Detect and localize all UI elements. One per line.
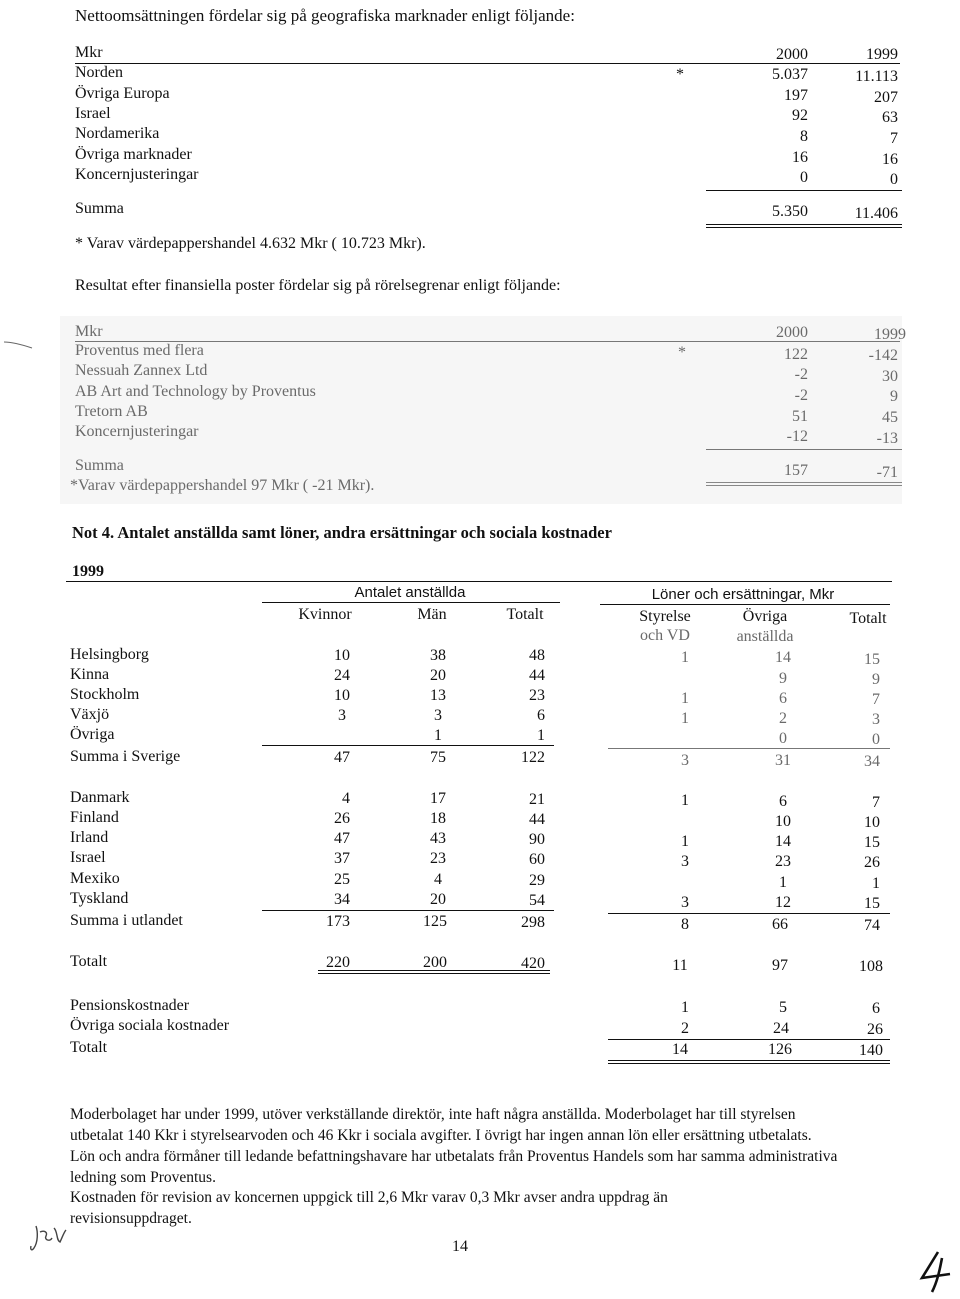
value-2000: -12 <box>786 428 808 445</box>
cell-ovriga: 1 <box>779 874 787 891</box>
cell-kvinnor: 26 <box>334 810 350 827</box>
cell-styrelse: 1 <box>681 710 689 727</box>
cell-totalt-2: 6 <box>872 1000 880 1017</box>
section2-sum-double-rule <box>706 482 902 486</box>
cell-totalt-2: 7 <box>872 794 880 811</box>
cell-ovriga: 6 <box>779 793 787 810</box>
cell-styrelse: 1 <box>681 792 689 809</box>
note4-year-rule <box>66 581 892 582</box>
group-rule-employees <box>262 602 560 603</box>
paragraph-1: Moderbolaget har under 1999, utöver verkställande direktör, inte haft några anställda. Moderbolaget har till styrelsen utbetalat 140 Kkr i styrelsearvoden och 46 Kkr i sociala avgifter. I övrigt har ingen annan lön eller ersättning utbetalats. Lön och andra förmåner till ledande befattningshavare har utbetalats från Proventus Handels som har samma administrativa ledning som Proventus. <box>70 1106 838 1186</box>
page-number: 14 <box>452 1238 468 1255</box>
section2-header-label: Mkr <box>75 323 103 340</box>
cell-kvinnor: 3 <box>338 707 346 724</box>
cell-totalt: 122 <box>521 749 545 766</box>
value-1999: -13 <box>876 430 898 447</box>
row-label: Totalt <box>70 953 108 970</box>
cell-totalt-2: 3 <box>872 711 880 728</box>
cell-man: 18 <box>430 810 446 827</box>
cell-man: 1 <box>434 727 442 744</box>
row-label: Koncernjusteringar <box>75 423 199 440</box>
cell-styrelse: 3 <box>681 752 689 769</box>
value-1999: -142 <box>868 347 898 364</box>
section1-sum-rule <box>706 190 902 191</box>
row-label: Irland <box>70 829 109 846</box>
row-label: Koncernjusteringar <box>75 166 199 183</box>
costs-sum-rule <box>608 1039 890 1040</box>
cell-kvinnor: 37 <box>334 850 350 867</box>
handwritten-page-mark-icon <box>916 1248 956 1296</box>
cell-kvinnor: 220 <box>326 954 350 971</box>
cell-man: 4 <box>434 871 442 888</box>
cell-man: 23 <box>430 850 446 867</box>
cell-kvinnor: 34 <box>334 891 350 908</box>
cell-totalt-2: 108 <box>859 958 883 975</box>
value-1999: 207 <box>874 89 898 106</box>
section1-header-2000: 2000 <box>776 46 808 63</box>
cell-kvinnor: 10 <box>334 647 350 664</box>
section2-sum-rule <box>706 449 902 450</box>
cell-totalt-2: 15 <box>864 895 880 912</box>
cell-totalt: 48 <box>529 647 545 664</box>
cell-styrelse: 8 <box>681 916 689 933</box>
cell-styrelse: 1 <box>681 999 689 1016</box>
cell-totalt: 420 <box>521 955 545 972</box>
cell-ovriga: 6 <box>779 690 787 707</box>
row-label: Växjö <box>70 706 110 723</box>
cell-totalt: 44 <box>529 667 545 684</box>
section1-footnote: * Varav värdepappershandel 4.632 Mkr ( 10.723 Mkr). <box>75 235 426 252</box>
abroad-sum-rule <box>262 910 554 911</box>
value-2000: 197 <box>784 87 808 104</box>
row-label: Övriga Europa <box>75 85 170 102</box>
row-label: Pensionskostnader <box>70 997 190 1014</box>
cell-kvinnor: 47 <box>334 830 350 847</box>
value-2000: -2 <box>794 366 808 383</box>
grand-total-double-rule <box>318 970 550 974</box>
section2-sum-label: Summa <box>75 457 124 474</box>
group-rule-salaries <box>600 604 890 605</box>
cell-kvinnor: 47 <box>334 749 350 766</box>
cell-ovriga: 126 <box>768 1041 792 1058</box>
row-label: Stockholm <box>70 686 140 703</box>
cell-ovriga: 31 <box>775 752 791 769</box>
section2-sum-2000: 157 <box>784 462 808 479</box>
cell-totalt-2: 26 <box>867 1021 883 1038</box>
col-header-man: Män <box>417 606 447 623</box>
row-label: Övriga sociala kostnader <box>70 1017 230 1034</box>
section1-sum-double-rule <box>706 224 902 228</box>
value-2000: 5.037 <box>772 66 808 83</box>
cell-ovriga: 97 <box>772 957 788 974</box>
initials-scribble-icon <box>28 1218 78 1258</box>
asterisk-mark: * <box>676 66 684 83</box>
value-2000: 0 <box>800 169 808 186</box>
cell-totalt-2: 26 <box>864 854 880 871</box>
value-1999: 0 <box>890 171 898 188</box>
section1-sum-2000: 5.350 <box>772 203 808 220</box>
cell-ovriga: 14 <box>775 649 791 666</box>
cell-totalt-2: 0 <box>872 731 880 748</box>
cell-totalt: 29 <box>529 872 545 889</box>
cell-ovriga: 0 <box>779 730 787 747</box>
cell-totalt: 60 <box>529 851 545 868</box>
value-1999: 7 <box>890 130 898 147</box>
asterisk-mark: * <box>678 344 686 361</box>
row-label: Danmark <box>70 789 130 806</box>
cell-totalt: 44 <box>529 811 545 828</box>
cell-ovriga: 24 <box>773 1020 789 1037</box>
cell-man: 3 <box>434 707 442 724</box>
cell-totalt: 90 <box>529 831 545 848</box>
row-label: AB Art and Technology by Proventus <box>75 383 316 400</box>
abroad-sum-rule-2 <box>608 913 890 914</box>
value-1999: 16 <box>882 151 898 168</box>
cell-styrelse: 3 <box>681 853 689 870</box>
cell-totalt-2: 7 <box>872 691 880 708</box>
cell-styrelse: 2 <box>681 1020 689 1037</box>
cell-man: 43 <box>430 830 446 847</box>
cell-kvinnor: 24 <box>334 667 350 684</box>
row-label: Övriga <box>70 726 115 743</box>
row-label: Tretorn AB <box>75 403 148 420</box>
section2-header-1999: 1999 <box>874 326 906 343</box>
cell-ovriga: 23 <box>775 853 791 870</box>
value-1999: 45 <box>882 409 898 426</box>
row-label: Nordamerika <box>75 125 160 142</box>
section1-sum-label: Summa <box>75 200 124 217</box>
col-header-totalt-2: Totalt <box>849 610 887 627</box>
note4-year: 1999 <box>72 563 104 580</box>
row-label: Israel <box>70 849 106 866</box>
col-header-styrelse-sub: och VD <box>640 627 690 644</box>
col-header-styrelse: Styrelse <box>639 608 691 625</box>
cell-man: 125 <box>423 913 447 930</box>
row-label: Helsingborg <box>70 646 149 663</box>
value-2000: -2 <box>794 387 808 404</box>
cell-man: 200 <box>423 954 447 971</box>
value-1999: 9 <box>890 388 898 405</box>
section1-header-label: Mkr <box>75 44 103 61</box>
cell-totalt: 6 <box>537 707 545 724</box>
section2-header-2000: 2000 <box>776 324 808 341</box>
cell-ovriga: 5 <box>779 999 787 1016</box>
cell-man: 38 <box>430 647 446 664</box>
section2-footnote: *Varav värdepappershandel 97 Mkr ( -21 Mkr). <box>70 477 375 494</box>
row-label: Kinna <box>70 666 110 683</box>
cell-totalt-2: 15 <box>864 834 880 851</box>
cell-ovriga: 14 <box>775 833 791 850</box>
value-1999: 63 <box>882 109 898 126</box>
cell-totalt: 298 <box>521 914 545 931</box>
cell-styrelse: 1 <box>681 833 689 850</box>
cell-totalt-2: 15 <box>864 651 880 668</box>
cell-kvinnor: 25 <box>334 871 350 888</box>
section2-sum-1999: -71 <box>876 464 898 481</box>
value-2000: 92 <box>792 107 808 124</box>
row-label: Finland <box>70 809 119 826</box>
row-label: Proventus med flera <box>75 342 204 359</box>
cell-styrelse: 11 <box>672 957 688 974</box>
col-header-ovriga: Övriga <box>742 608 788 625</box>
row-label: Summa i utlandet <box>70 912 183 929</box>
cell-styrelse: 14 <box>672 1041 688 1058</box>
cell-styrelse: 3 <box>681 894 689 911</box>
row-label: Nessuah Zannex Ltd <box>75 362 208 379</box>
value-2000: 16 <box>792 149 808 166</box>
cell-totalt-2: 140 <box>859 1042 883 1059</box>
group-header-employees: Antalet anställda <box>354 584 466 601</box>
sweden-sum-rule <box>262 745 554 746</box>
cell-totalt-2: 1 <box>872 875 880 892</box>
row-label: Tyskland <box>70 890 129 907</box>
scan-mark-icon <box>2 338 36 352</box>
value-2000: 122 <box>784 346 808 363</box>
row-label: Israel <box>75 105 111 122</box>
cell-styrelse: 1 <box>681 649 689 666</box>
cell-totalt: 23 <box>529 687 545 704</box>
value-2000: 8 <box>800 128 808 145</box>
section1-header-rule <box>75 63 900 64</box>
cell-kvinnor: 173 <box>326 913 350 930</box>
col-header-totalt: Totalt <box>506 606 544 623</box>
cell-totalt-2: 34 <box>864 753 880 770</box>
section1-sum-1999: 11.406 <box>854 205 898 222</box>
group-header-salaries: Löner och ersättningar, Mkr <box>651 586 835 603</box>
cell-man: 17 <box>430 790 446 807</box>
cell-man: 20 <box>430 667 446 684</box>
cell-ovriga: 2 <box>779 710 787 727</box>
row-label: Norden <box>75 64 123 81</box>
section1-intro: Nettoomsättningen fördelar sig på geografiska marknader enligt följande: <box>75 6 575 25</box>
row-label: Totalt <box>70 1039 108 1056</box>
cell-kvinnor: 10 <box>334 687 350 704</box>
section2-intro: Resultat efter finansiella poster fördelar sig på rörelsegrenar enligt följande: <box>75 277 561 294</box>
cell-totalt: 1 <box>537 727 545 744</box>
cell-totalt: 21 <box>529 791 545 808</box>
costs-total-double-rule <box>608 1060 890 1064</box>
value-2000: 51 <box>792 408 808 425</box>
col-header-kvinnor: Kvinnor <box>298 606 352 623</box>
paragraph-2: Kostnaden för revision av koncernen uppgick till 2,6 Mkr varav 0,3 Mkr avser andra uppdrag än revisionsuppdraget. <box>70 1189 668 1227</box>
value-1999: 11.113 <box>855 68 898 85</box>
cell-styrelse: 1 <box>681 690 689 707</box>
cell-totalt: 54 <box>529 892 545 909</box>
col-header-ovriga-sub: anställda <box>736 628 794 645</box>
cell-totalt-2: 74 <box>864 917 880 934</box>
row-label: Mexiko <box>70 870 120 887</box>
cell-man: 75 <box>430 749 446 766</box>
value-1999: 30 <box>882 368 898 385</box>
cell-kvinnor: 4 <box>342 790 350 807</box>
cell-man: 20 <box>430 891 446 908</box>
cell-ovriga: 10 <box>775 813 791 830</box>
section1-header-1999: 1999 <box>866 46 898 63</box>
note4-title: Not 4. Antalet anställda samt löner, andra ersättningar och sociala kostnader <box>72 523 612 542</box>
row-label: Övriga marknader <box>75 146 192 163</box>
cell-ovriga: 12 <box>775 894 791 911</box>
sweden-sum-rule-2 <box>608 748 890 749</box>
cell-man: 13 <box>430 687 446 704</box>
cell-totalt-2: 9 <box>872 671 880 688</box>
row-label: Summa i Sverige <box>70 748 181 765</box>
cell-totalt-2: 10 <box>864 814 880 831</box>
cell-ovriga: 9 <box>779 670 787 687</box>
cell-ovriga: 66 <box>772 916 788 933</box>
